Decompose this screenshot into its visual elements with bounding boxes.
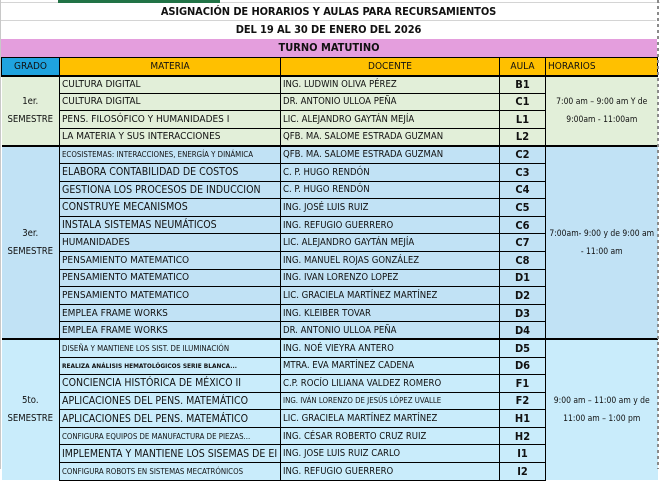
grado-label: SEMESTRE xyxy=(7,245,54,257)
grado-label: SEMESTRE xyxy=(7,113,54,125)
aula-cell[interactable]: C6 xyxy=(500,216,546,234)
materia-cell[interactable]: IMPLEMENTA Y MANTIENE LOS SISEMAS DE EI xyxy=(60,445,281,463)
page-break-line xyxy=(657,0,659,469)
docente-cell[interactable]: DR. ANTONIO ULLOA PEÑA xyxy=(281,93,500,111)
docente-cell[interactable]: ING. KLEIBER TOVAR xyxy=(281,304,500,322)
table-row xyxy=(2,146,658,164)
column-header-grado[interactable]: GRADO xyxy=(2,58,60,76)
docente-cell[interactable]: LIC. GRACIELA MARTÍNEZ MARTÍNEZ xyxy=(281,287,500,305)
table-row xyxy=(2,76,658,94)
table-row xyxy=(2,339,658,357)
sheet-subtitle[interactable]: DEL 19 AL 30 DE ENERO DEL 2026 xyxy=(235,23,422,36)
materia-cell[interactable]: DISEÑA Y MANTIENE LOS SIST. DE ILUMINACIÓN xyxy=(60,339,281,357)
materia-cell[interactable]: PENS. FILOSÓFICO Y HUMANIDADES I xyxy=(60,111,281,129)
column-header-horarios[interactable]: HORARIOS xyxy=(546,58,658,76)
docente-cell[interactable]: ING. REFUGIO GUERRERO xyxy=(281,463,500,481)
aula-cell[interactable]: C3 xyxy=(500,163,546,181)
materia-cell[interactable]: APLICACIONES DEL PENS. MATEMÁTICO xyxy=(60,410,281,428)
materia-cell[interactable]: PENSAMIENTO MATEMATICO xyxy=(60,287,281,305)
aula-cell[interactable]: C8 xyxy=(500,251,546,269)
docente-cell[interactable]: ING. CÉSAR ROBERTO CRUZ RUIZ xyxy=(281,427,500,445)
aula-cell[interactable]: F2 xyxy=(500,392,546,410)
aula-cell[interactable]: D2 xyxy=(500,287,546,305)
aula-cell[interactable]: D4 xyxy=(500,322,546,340)
materia-cell[interactable]: CONCIENCIA HISTÓRICA DE MÉXICO II xyxy=(60,375,281,393)
materia-cell[interactable]: HUMANIDADES xyxy=(60,234,281,252)
aula-cell[interactable]: D6 xyxy=(500,357,546,375)
materia-cell[interactable]: PENSAMIENTO MATEMATICO xyxy=(60,251,281,269)
horario-cell[interactable]: 7:00 am – 9:00 am Y de 9:00am - 11:00am xyxy=(546,76,658,146)
materia-cell[interactable]: CONFIGURA ROBOTS EN SISTEMAS MECATRÓNICOS xyxy=(60,463,281,481)
docente-cell[interactable]: LIC. ALEJANDRO GAYTÁN MEJÍA xyxy=(281,111,500,129)
materia-cell[interactable]: EMPLEA FRAME WORKS xyxy=(60,304,281,322)
docente-cell[interactable]: QFB. MA. SALOME ESTRADA GUZMAN xyxy=(281,128,500,146)
grado-label: SEMESTRE xyxy=(7,413,54,425)
materia-cell[interactable]: ELABORA CONTABILIDAD DE COSTOS xyxy=(60,163,281,181)
aula-cell[interactable]: D1 xyxy=(500,269,546,287)
grado-cell-1er[interactable] xyxy=(2,76,60,146)
aula-cell[interactable]: C1 xyxy=(500,93,546,111)
docente-cell[interactable]: C. P. HUGO RENDÓN xyxy=(281,181,500,199)
aula-cell[interactable]: L1 xyxy=(500,111,546,129)
docente-cell[interactable]: ING. LUDWIN OLIVA PÉREZ xyxy=(281,76,500,94)
docente-cell[interactable]: ING. JOSÉ LUIS RUIZ xyxy=(281,199,500,217)
docente-cell[interactable]: ING. MANUEL ROJAS GONZÁLEZ xyxy=(281,251,500,269)
aula-cell[interactable]: B1 xyxy=(500,76,546,94)
aula-cell[interactable]: I1 xyxy=(500,445,546,463)
materia-cell[interactable]: CULTURA DIGITAL xyxy=(60,93,281,111)
docente-cell[interactable]: QFB. MA. SALOME ESTRADA GUZMAN xyxy=(281,146,500,164)
aula-cell[interactable]: D3 xyxy=(500,304,546,322)
docente-cell[interactable]: C. P. HUGO RENDÓN xyxy=(281,163,500,181)
grado-cell-3er[interactable] xyxy=(2,146,60,340)
materia-cell[interactable]: REALIZA ANÁLISIS HEMATOLÓGICOS SERIE BLANCA... xyxy=(60,357,281,375)
materia-cell[interactable]: EMPLEA FRAME WORKS xyxy=(60,322,281,340)
column-header-aula[interactable]: AULA xyxy=(500,58,546,76)
docente-cell[interactable]: C.P. ROCÍO LILIANA VALDEZ ROMERO xyxy=(281,375,500,393)
grado-cell-5to[interactable] xyxy=(2,339,60,480)
grado-label: 3er. xyxy=(22,227,39,239)
docente-cell[interactable]: DR. ANTONIO ULLOA PEÑA xyxy=(281,322,500,340)
aula-cell[interactable]: H1 xyxy=(500,410,546,428)
materia-cell[interactable]: CONSTRUYE MECANISMOS xyxy=(60,199,281,217)
horario-cell[interactable]: 9:00 am – 11:00 am y de 11:00 am – 1:00 pm xyxy=(546,339,658,480)
grado-label: 5to. xyxy=(21,395,39,407)
aula-cell[interactable]: C7 xyxy=(500,234,546,252)
aula-cell[interactable]: F1 xyxy=(500,375,546,393)
docente-cell[interactable]: ING. IVAN LORENZO LOPEZ xyxy=(281,269,500,287)
docente-cell[interactable]: ING. REFUGIO GUERRERO xyxy=(281,216,500,234)
aula-cell[interactable]: C4 xyxy=(500,181,546,199)
materia-cell[interactable]: ECOSISTEMAS: INTERACCIONES, ENERGÍA Y DINÁMICA xyxy=(60,146,281,164)
aula-cell[interactable]: I2 xyxy=(500,463,546,481)
materia-cell[interactable]: LA MATERIA Y SUS INTERACCIONES xyxy=(60,128,281,146)
materia-cell[interactable]: GESTIONA LOS PROCESOS DE INDUCCION xyxy=(60,181,281,199)
header-row xyxy=(2,58,658,76)
column-header-materia[interactable]: MATERIA xyxy=(60,58,281,76)
aula-cell[interactable]: C2 xyxy=(500,146,546,164)
docente-cell[interactable]: LIC. ALEJANDRO GAYTÁN MEJÍA xyxy=(281,234,500,252)
materia-cell[interactable]: APLICACIONES DEL PENS. MATEMÁTICO xyxy=(60,392,281,410)
aula-cell[interactable]: H2 xyxy=(500,427,546,445)
materia-cell[interactable]: CULTURA DIGITAL xyxy=(60,76,281,94)
aula-cell[interactable]: D5 xyxy=(500,339,546,357)
docente-cell[interactable]: LIC. GRACIELA MARTÍNEZ MARTÍNEZ xyxy=(281,410,500,428)
schedule-table xyxy=(1,57,658,481)
materia-cell[interactable]: CONFIGURA EQUIPOS DE MANUFACTURA DE PIEZAS... xyxy=(60,427,281,445)
aula-cell[interactable]: L2 xyxy=(500,128,546,146)
sheet-title[interactable]: ASIGNACIÓN DE HORARIOS Y AULAS PARA RECURSAMIENTOS xyxy=(1,3,656,21)
docente-cell[interactable]: ING. JOSE LUIS RUIZ CARLO xyxy=(281,445,500,463)
materia-cell[interactable]: PENSAMIENTO MATEMATICO xyxy=(60,269,281,287)
horario-cell[interactable]: 7:00am- 9:00 y de 9:00 am - 11:00 am xyxy=(546,146,658,340)
grado-label: 1er. xyxy=(22,95,39,107)
column-header-docente[interactable]: DOCENTE xyxy=(281,58,500,76)
aula-cell[interactable]: C5 xyxy=(500,199,546,217)
turno-banner[interactable]: TURNO MATUTINO xyxy=(1,39,657,57)
docente-cell[interactable]: ING. NOÉ VIEYRA ANTERO xyxy=(281,339,500,357)
docente-cell[interactable]: MTRA. EVA MARTÍNEZ CADENA xyxy=(281,357,500,375)
docente-cell[interactable]: ING. IVÁN LORENZO DE JESÚS LÓPEZ UVALLE xyxy=(281,392,500,410)
materia-cell[interactable]: INSTALA SISTEMAS NEUMÁTICOS xyxy=(60,216,281,234)
